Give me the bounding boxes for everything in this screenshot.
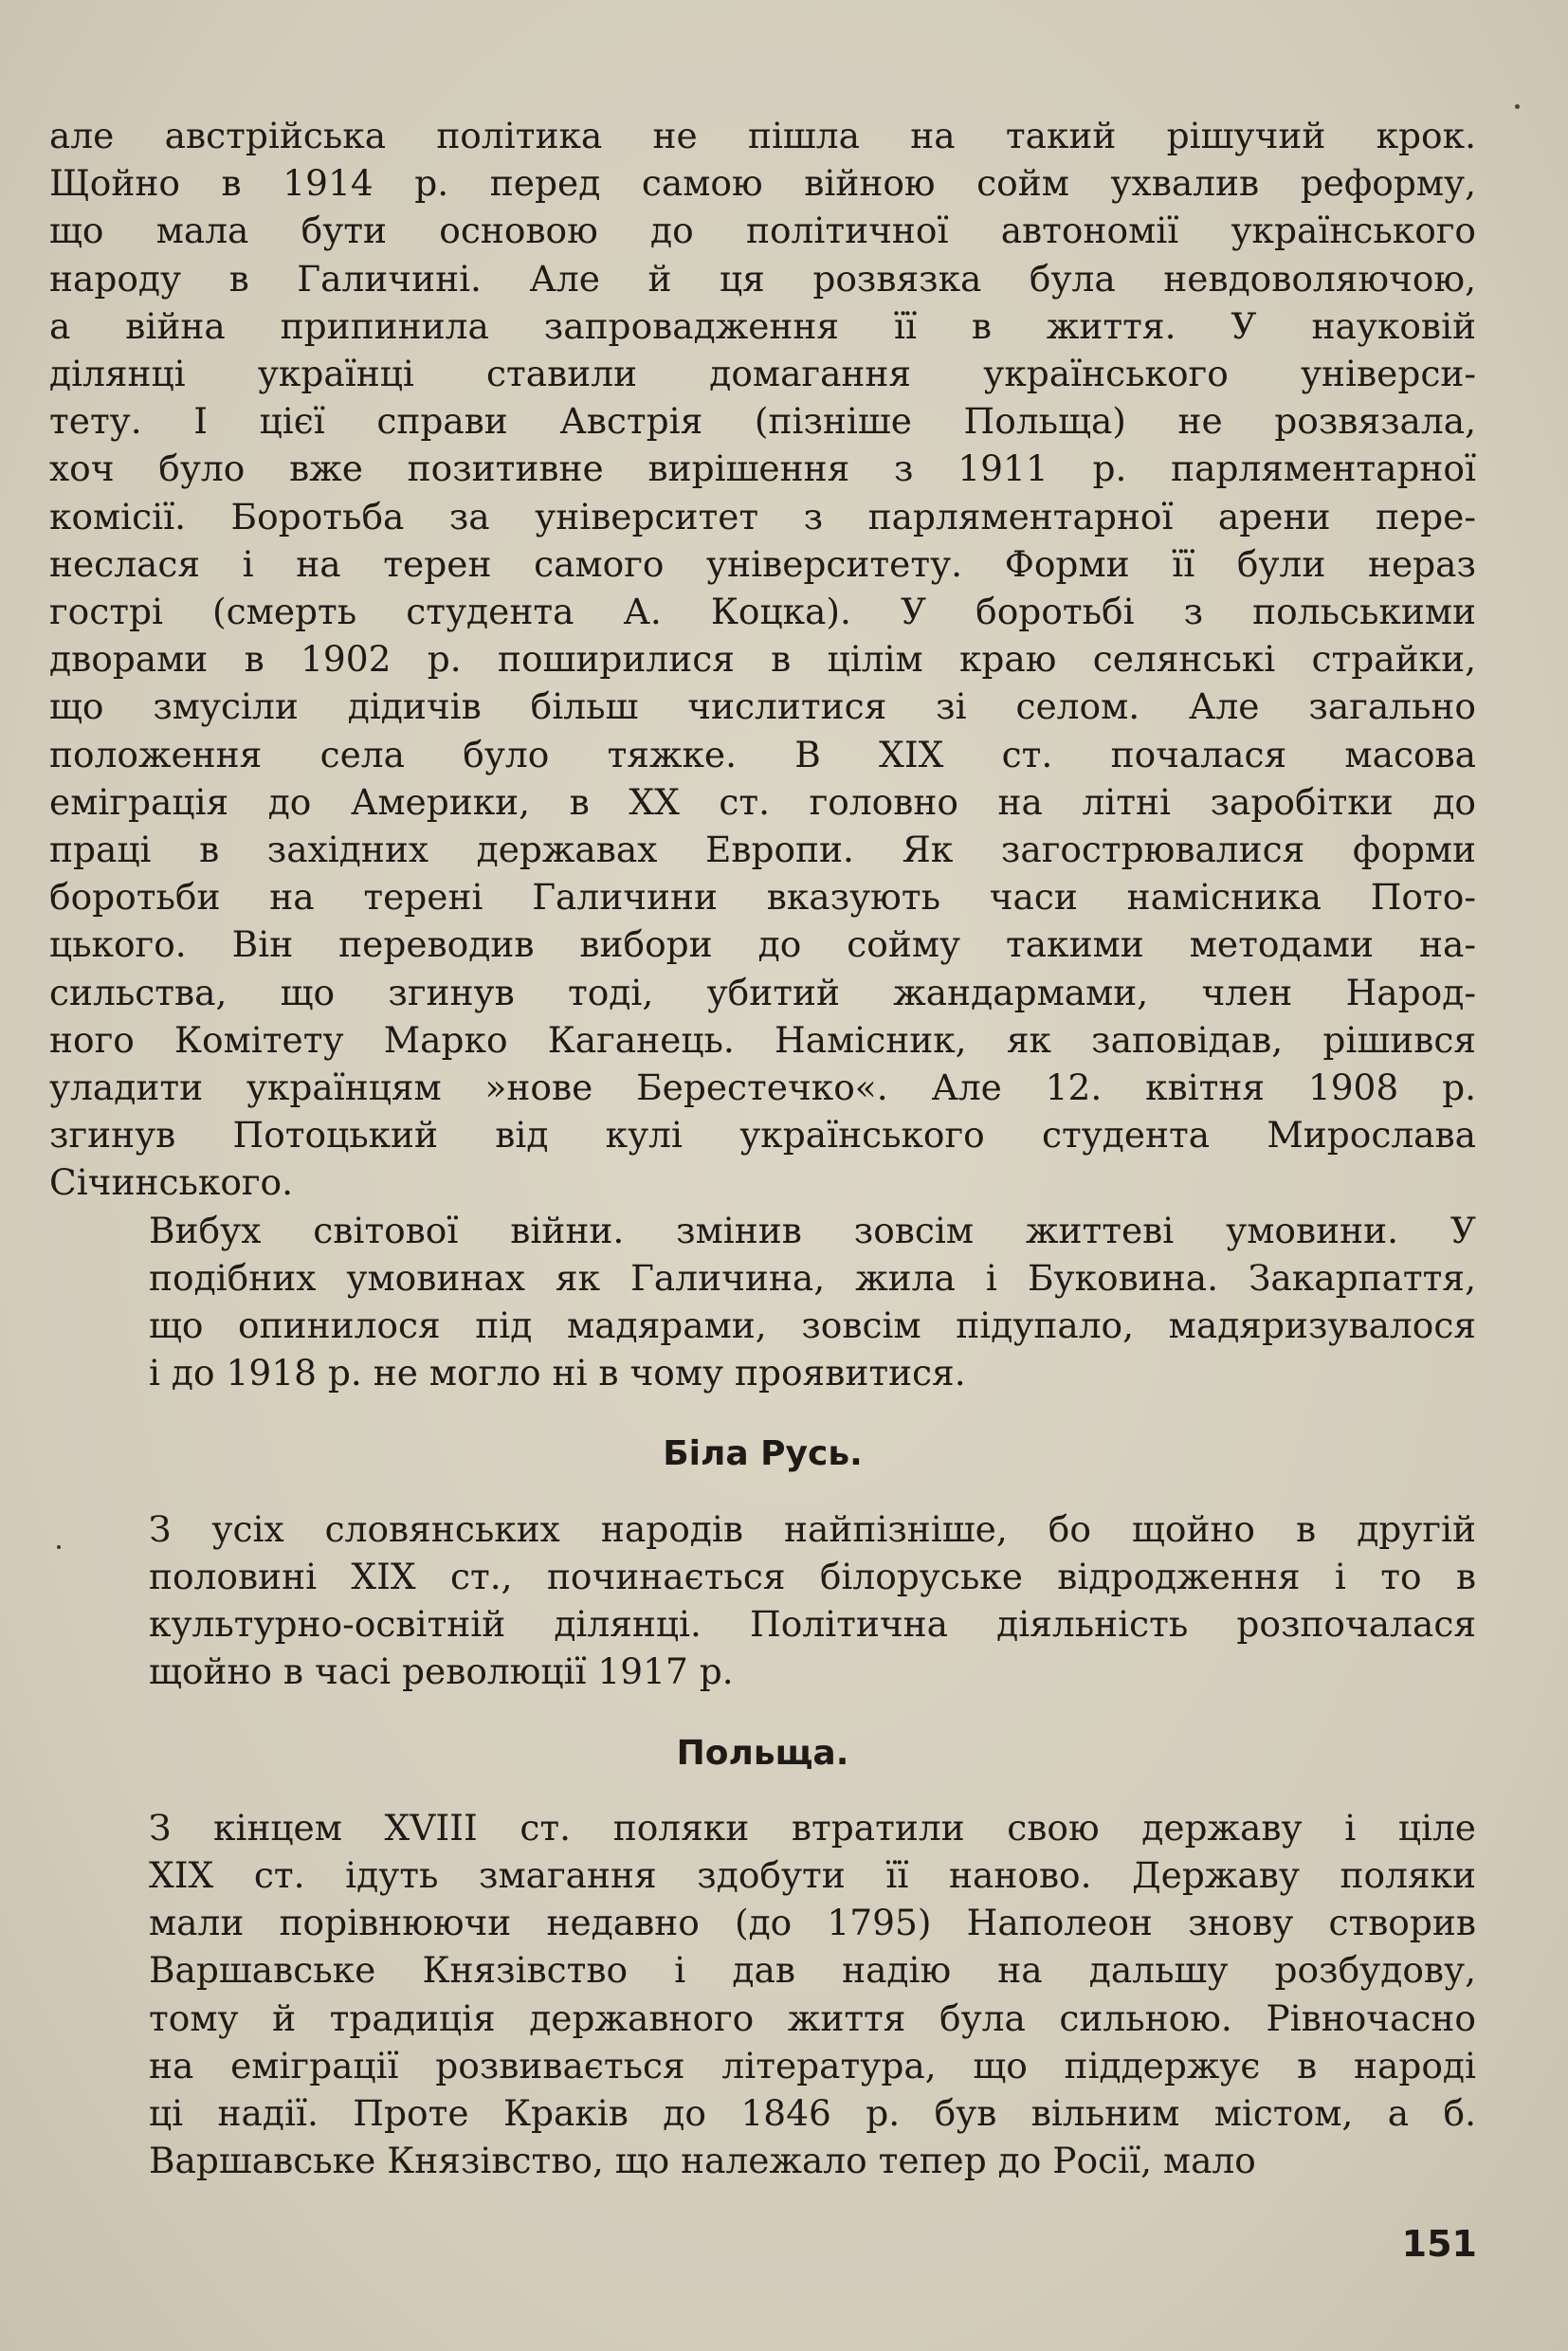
page-text (49, 112, 1476, 2184)
text-line: Варшавське Князівство і дав надію на дальшу розбудову, (149, 1949, 1476, 1992)
text-line: мали порівнюючи недавно (до 1795) Наполеон знову створив (149, 1902, 1476, 1944)
text-line: еміграція до Америки, в XX ст. головно на літні заробітки до (49, 780, 1476, 823)
text-line: тету. І цієї справи Австрія (пізніше Польща) не розвязала, (49, 400, 1476, 443)
text-line: половині XIX ст., починається білоруське відродження і то в (149, 1555, 1476, 1597)
page-number: 151 (1401, 2223, 1477, 2265)
text-line: Вибух світової війни. змінив зовсім життеві умовини. У (149, 1209, 1476, 1251)
ink-speck (1515, 104, 1520, 109)
text-line: цького. Він переводив вибори до сойму такими методами на- (49, 923, 1476, 966)
text-line: подібних умовинах як Галичина, жила і Буковина. Закарпаття, (149, 1256, 1476, 1299)
text-line: тому й традиція державного життя була сильною. Рівночасно (149, 1996, 1476, 2039)
text-line: згинув Потоцький від кулі українського студента Мирослава (49, 1114, 1476, 1157)
text-line: ділянці українці ставили домагання українського універси- (49, 353, 1476, 395)
paragraph-poland (49, 1804, 1476, 2185)
text-line: а війна припинила запровадження її в життя. У науковій (49, 304, 1476, 347)
paragraph-galicia-politics (49, 112, 1476, 1207)
text-line: гострі (смерть студента А. Коцка). У боротьбі з польськими (49, 591, 1476, 633)
text-line: але австрійська політика не пішла на такий рішучий крок. (49, 115, 1476, 156)
text-line: ного Комітету Марко Каганець. Намісник, як заповідав, рішився (49, 1018, 1476, 1061)
text-line: положення села було тяжке. В XIX ст. почалася масова (49, 733, 1476, 775)
paragraph-world-war (49, 1207, 1476, 1397)
text-line: комісії. Боротьба за університет з парляментарної арени пере- (49, 495, 1476, 538)
text-line: Січинського. (49, 1161, 294, 1204)
text-line: Варшавське Князівство, що належало тепер до Росії, мало (149, 2140, 1256, 2182)
text-line: що опинилося під мадярами, зовсім підупало, мадяризувалося (149, 1304, 1476, 1347)
text-line: боротьби на терені Галичини вказують часи намісника Пото- (49, 876, 1476, 919)
heading-poland: Польща. (676, 1733, 849, 1773)
text-line: неслася і на терен самого університету. Форми її були нераз (49, 542, 1476, 585)
text-line: щойно в часі революції 1917 р. (149, 1650, 734, 1693)
text-line: дворами в 1902 р. поширилися в цілім краю селянські страйки, (49, 638, 1476, 681)
text-line: ці надії. Проте Краків до 1846 р. був вільним містом, а б. (149, 2091, 1476, 2134)
text-line: З усіх словянських народів найпізніше, бо щойно в другій (149, 1507, 1476, 1550)
text-line: сильства, що згинув тоді, убитий жандармами, член Народ- (49, 971, 1476, 1013)
text-line: що змусіли дідичів більш числитися зі селом. Але загально (49, 685, 1476, 728)
text-line: на еміграції розвивається література, що піддержує в народі (149, 2044, 1476, 2087)
text-line: Щойно в 1914 р. перед самою війною сойм ухвалив реформу, (49, 162, 1476, 205)
text-line: культурно-освітній ділянці. Політична діяльність розпочалася (149, 1603, 1476, 1646)
heading-belarus: Біла Русь. (663, 1434, 863, 1474)
paragraph-belarus (49, 1505, 1476, 1696)
text-line: З кінцем XVIII ст. поляки втратили свою державу і ціле (149, 1806, 1476, 1849)
text-line: праці в західних державах Европи. Як загострювалися форми (49, 829, 1476, 871)
text-line: народу в Галичині. Але й ця розвязка була невдоволяючою, (49, 257, 1476, 300)
text-line: що мала бути основою до політичної автономії українського (49, 210, 1476, 252)
text-line: і до 1918 р. не могло ні в чому проявитися. (149, 1352, 966, 1394)
text-line: XIX ст. ідуть змагання здобути її наново. Державу поляки (149, 1853, 1476, 1896)
text-line: уладити українцям »нове Берестечко«. Але 12. квітня 1908 р. (49, 1066, 1476, 1109)
text-line: хоч було вже позитивне вирішення з 1911 р. парляментарної (49, 447, 1476, 490)
